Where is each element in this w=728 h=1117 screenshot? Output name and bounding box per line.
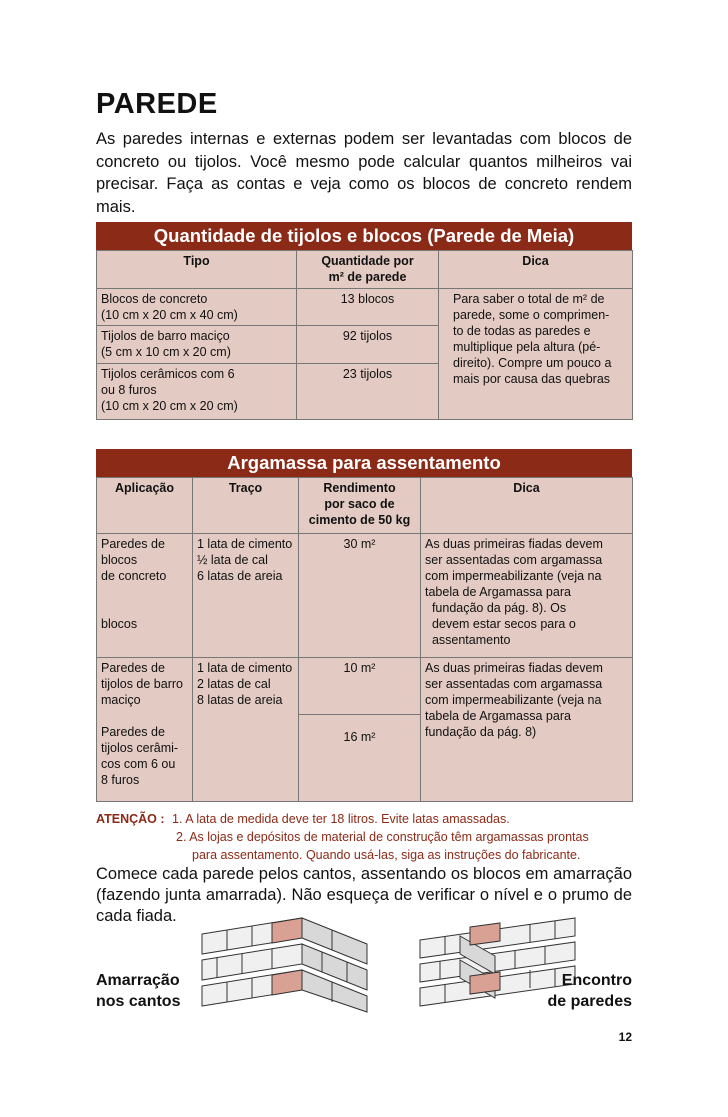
warning-item: 1. A lata de medida deve ter 18 litros. Evite latas amassadas. (172, 812, 510, 826)
page-title: PAREDE (96, 88, 218, 120)
dica-cell: As duas primeiras fiadas devem ser assentadas com argamassa com impermeabilizante (veja na tabela de Argamassa para fundação da pág. 8). Os devem estar secos para o assentamento (421, 534, 633, 658)
warning-item: para assentamento. Quando usá-las, siga as instruções do fabricante. (192, 848, 581, 862)
closing-paragraph: Comece cada parede pelos cantos, assentando os blocos em amarração (fazendo junta amarrada). Não esqueça de verificar o nível e o prumo de cada fiada. (96, 865, 632, 925)
table1-title: Quantidade de tijolos e blocos (Parede de Meia) (96, 222, 632, 250)
aplicacao-cell: Paredes de tijolos de barro maciço Paredes de tijolos cerâmi- cos com 6 ou 8 furos (97, 658, 193, 802)
warning-item: 2. As lojas e depósitos de material de construção têm argamassas prontas (176, 830, 589, 844)
header-traco: Traço (193, 478, 299, 534)
table-header-row (97, 478, 633, 534)
mortar-table (96, 477, 633, 802)
intro-paragraph: As paredes internas e externas podem ser levantadas com blocos de concreto ou tijolos. Você mesmo pode calcular quantos milheiros vai precisar. Faça as contas e veja como os blocos de concreto rendem mais. (96, 130, 632, 216)
header-dica: Dica (439, 251, 633, 289)
header-tipo: Tipo (97, 251, 297, 289)
corner-wall-illustration (172, 904, 382, 1014)
rendimento-cell: 10 m² 16 m² (299, 658, 421, 802)
rendimento-cell: 30 m² (299, 534, 421, 658)
table-row (97, 289, 633, 326)
header-rendimento: Rendimento por saco de cimento de 50 kg (299, 478, 421, 534)
tipo-cell: Blocos de concreto (10 cm x 20 cm x 40 cm) (97, 289, 297, 326)
table2-title: Argamassa para assentamento (96, 449, 632, 477)
warning-label: ATENÇÃO : (96, 812, 165, 826)
quantidade-cell: 92 tijolos (297, 326, 439, 364)
traco-cell: 1 lata de cimento 2 latas de cal 8 latas de areia (193, 658, 299, 802)
table-header-row (97, 251, 633, 289)
traco-cell: 1 lata de cimento ½ lata de cal 6 latas de areia (193, 534, 299, 658)
tipo-cell: Tijolos cerâmicos com 6 ou 8 furos (10 cm x 20 cm x 20 cm) (97, 364, 297, 420)
dica-cell: As duas primeiras fiadas devem ser assentadas com argamassa com impermeabilizante (veja na tabela de Argamassa para fundação da pág. 8) (421, 658, 633, 802)
caption-wall-junction: Encontro de paredes (547, 972, 632, 1010)
caption-corner-bond: Amarração nos cantos (96, 972, 181, 1010)
aplicacao-cell: Paredes de blocos de concreto blocos (97, 534, 193, 658)
table-row (97, 534, 633, 658)
table-row (97, 658, 633, 802)
dica-cell: Para saber o total de m² de parede, some o comprimen- to de todas as paredes e multiplique pela altura (pé- direito). Compre um pouco a mais por causa das quebras (439, 289, 633, 420)
tipo-cell: Tijolos de barro maciço (5 cm x 10 cm x 20 cm) (97, 326, 297, 364)
warning-note (96, 810, 636, 864)
quantidade-cell: 23 tijolos (297, 364, 439, 420)
page-number: 12 (618, 1030, 632, 1044)
bricks-table (96, 250, 633, 420)
header-dica: Dica (421, 478, 633, 534)
header-quantidade: Quantidade por m² de parede (297, 251, 439, 289)
header-aplicacao: Aplicação (97, 478, 193, 534)
quantidade-cell: 13 blocos (297, 289, 439, 326)
